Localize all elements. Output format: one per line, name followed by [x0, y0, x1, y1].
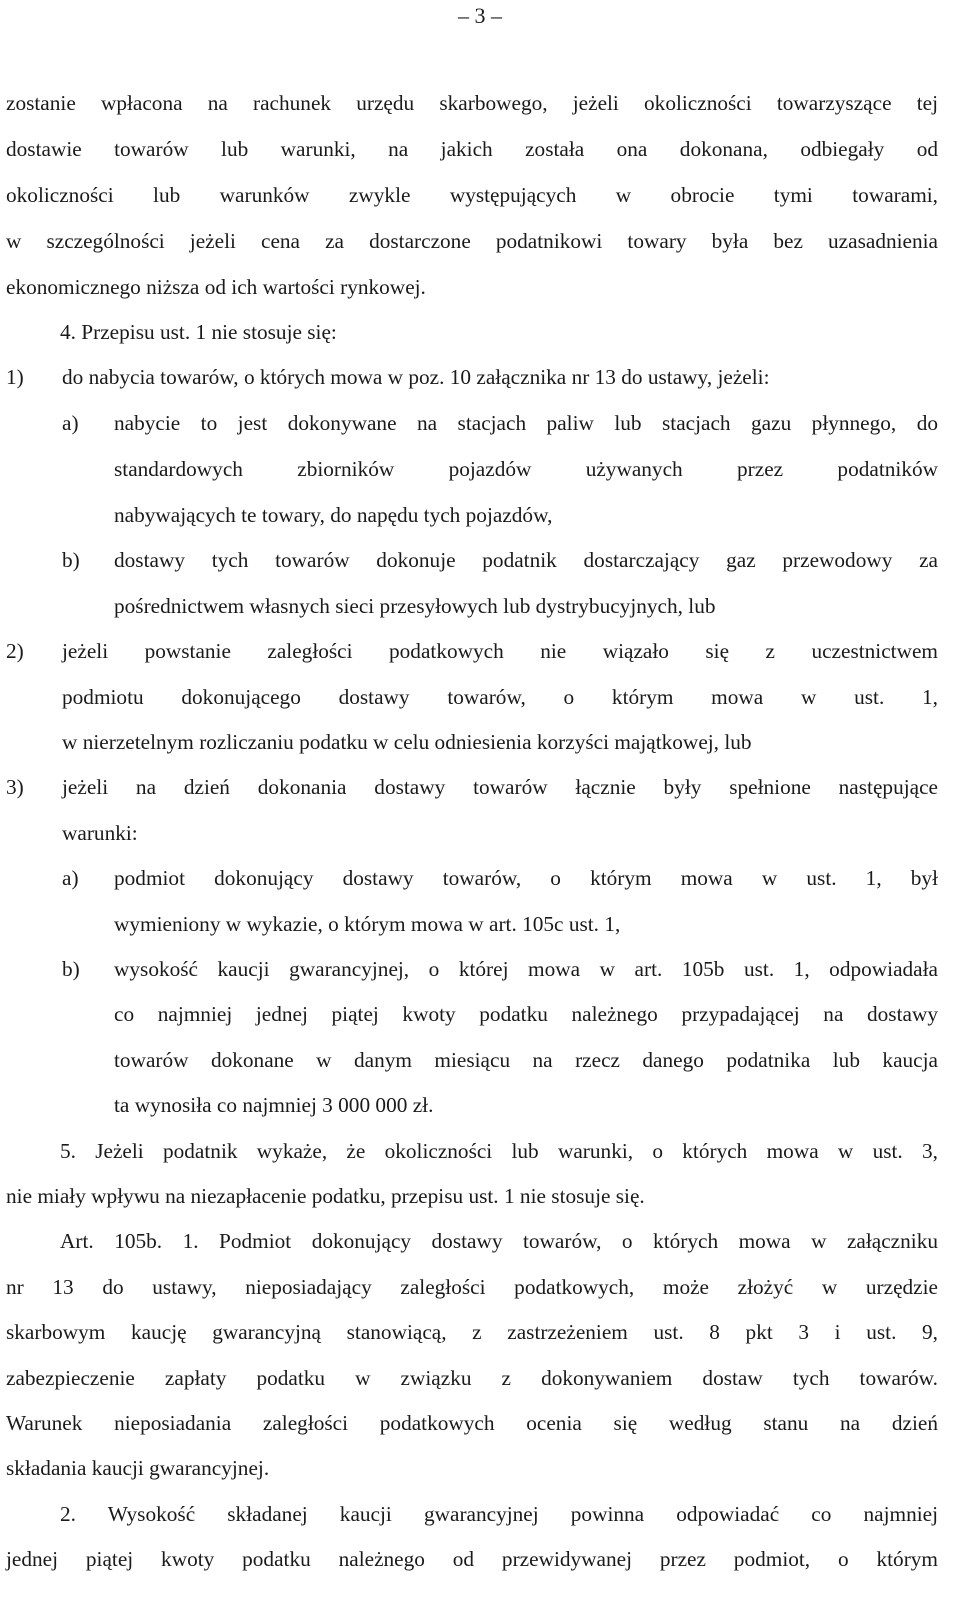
sublist-item-line: towarów dokonane w danym miesiącu na rzecz danego podatnika lub kaucja	[114, 1048, 938, 1072]
sublist-item-line: podmiot dokonujący dostawy towarów, o którym mowa w ust. 1, był	[114, 866, 938, 890]
paragraph-line: zostanie wpłacona na rachunek urzędu skarbowego, jeżeli okoliczności towarzyszące tej	[6, 91, 938, 115]
paragraph-line: okoliczności lub warunków zwykle występujących w obrocie tymi towarami,	[6, 183, 938, 207]
sublist-item-line: nabywających te towary, do napędu tych pojazdów,	[114, 503, 553, 527]
paragraph-2-line: 2. Wysokość składanej kaucji gwarancyjnej powinna odpowiadać co najmniej	[60, 1502, 938, 1526]
sublist-item-label: b)	[62, 548, 80, 572]
article-line: składania kaucji gwarancyjnej.	[6, 1456, 270, 1480]
list-item-line: w nierzetelnym rozliczaniu podatku w celu odniesienia korzyści majątkowej, lub	[62, 730, 752, 754]
list-item-label: 2)	[6, 639, 24, 663]
sublist-item-line: dostawy tych towarów dokonuje podatnik dostarczający gaz przewodowy za	[114, 548, 938, 572]
article-line: skarbowym kaucję gwarancyjną stanowiącą, z zastrzeżeniem ust. 8 pkt 3 i ust. 9,	[6, 1320, 938, 1344]
sublist-item-line: wysokość kaucji gwarancyjnej, o której mowa w art. 105b ust. 1, odpowiadała	[114, 957, 938, 981]
paragraph-line: dostawie towarów lub warunki, na jakich została ona dokonana, odbiegały od	[6, 137, 938, 161]
paragraph-5-line: nie miały wpływu na niezapłacenie podatku, przepisu ust. 1 nie stosuje się.	[6, 1184, 645, 1208]
list-item-line: warunki:	[62, 821, 138, 845]
paragraph-line: w szczególności jeżeli cena za dostarczone podatnikowi towary była bez uzasadnienia	[6, 229, 938, 253]
sublist-item-line: pośrednictwem własnych sieci przesyłowych lub dystrybucyjnych, lub	[114, 594, 716, 618]
paragraph-5-line: 5. Jeżeli podatnik wykaże, że okoliczności lub warunki, o których mowa w ust. 3,	[60, 1139, 938, 1163]
article-line: nr 13 do ustawy, nieposiadający zaległości podatkowych, może złożyć w urzędzie	[6, 1275, 938, 1299]
sublist-item-label: a)	[62, 411, 79, 435]
sublist-item-line: standardowych zbiorników pojazdów używanych przez podatników	[114, 457, 938, 481]
paragraph-4-heading: 4. Przepisu ust. 1 nie stosuje się:	[60, 320, 337, 344]
list-item-line: jeżeli na dzień dokonania dostawy towarów łącznie były spełnione następujące	[62, 775, 938, 799]
article-line: Art. 105b. 1. Podmiot dokonujący dostawy towarów, o których mowa w załączniku	[60, 1229, 938, 1253]
sublist-item-line: nabycie to jest dokonywane na stacjach paliw lub stacjach gazu płynnego, do	[114, 411, 938, 435]
list-item-text: do nabycia towarów, o których mowa w poz. 10 załącznika nr 13 do ustawy, jeżeli:	[62, 365, 770, 389]
sublist-item-label: a)	[62, 866, 79, 890]
list-item-line: jeżeli powstanie zaległości podatkowych nie wiązało się z uczestnictwem	[62, 639, 938, 663]
list-item-label: 1)	[6, 365, 24, 389]
paragraph-2-line: jednej piątej kwoty podatku należnego od przewidywanej przez podmiot, o którym	[6, 1547, 938, 1571]
list-item-line: podmiotu dokonującego dostawy towarów, o którym mowa w ust. 1,	[62, 685, 938, 709]
paragraph-line: ekonomicznego niższa od ich wartości rynkowej.	[6, 275, 426, 299]
page-number: – 3 –	[458, 3, 502, 28]
sublist-item-line: co najmniej jednej piątej kwoty podatku należnego przypadającej na dostawy	[114, 1002, 938, 1026]
article-line: Warunek nieposiadania zaległości podatkowych ocenia się według stanu na dzień	[6, 1411, 938, 1435]
article-line: zabezpieczenie zapłaty podatku w związku z dokonywaniem dostaw tych towarów.	[6, 1366, 938, 1390]
sublist-item-line: wymieniony w wykazie, o którym mowa w art. 105c ust. 1,	[114, 912, 621, 936]
list-item-label: 3)	[6, 775, 24, 799]
sublist-item-label: b)	[62, 957, 80, 981]
sublist-item-line: ta wynosiła co najmniej 3 000 000 zł.	[114, 1093, 434, 1117]
